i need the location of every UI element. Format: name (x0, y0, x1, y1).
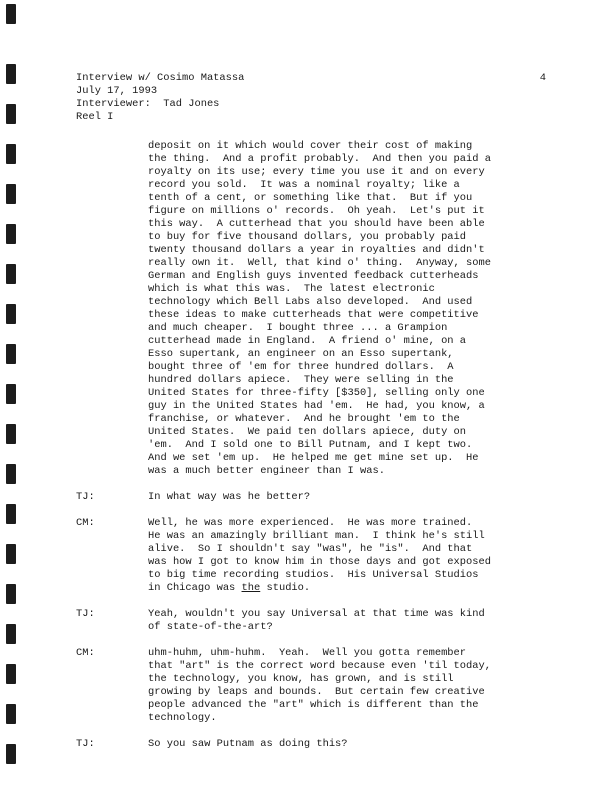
text-line: He was an amazingly brilliant man. I think he's still (148, 530, 485, 542)
binder-hole (6, 544, 16, 564)
binder-holes (0, 0, 22, 792)
binder-hole (6, 184, 16, 204)
header-interview-title: Interview w/ Cosimo Matassa (76, 72, 245, 84)
text-line: growing by leaps and bounds. But certain few creative (148, 686, 485, 698)
text-line: guy in the United States had 'em. He had, you know, a (148, 400, 485, 412)
text-line: record you sold. It was a nominal royalty; like a (148, 179, 460, 191)
text-line: and much cheaper. I bought three ... a Grampion (148, 322, 448, 334)
text-line: to big time recording studios. His Universal Studios (148, 569, 479, 581)
dialogue-text (148, 738, 566, 751)
text-line: cutterhead made in England. A friend o' mine, on a (148, 335, 467, 347)
text-line: was a much better engineer than I was. (148, 465, 385, 477)
text-line: royalty on its use; every time you use it and on every (148, 166, 485, 178)
speaker-label: CM: (76, 647, 95, 659)
text-line: franchise, or whatever. And he brought 'em to the (148, 413, 460, 425)
text-line: bought three of 'em for three hundred dollars. A (148, 361, 454, 373)
text-line: technology. (148, 712, 217, 724)
text-line: figure on millions o' records. Oh yeah. Let's put it (148, 205, 485, 217)
binder-hole (6, 624, 16, 644)
binder-hole (6, 464, 16, 484)
text-line: And we set 'em up. He helped me get mine set up. He (148, 452, 479, 464)
header-interviewer: Interviewer: Tad Jones (76, 98, 220, 110)
binder-hole (6, 664, 16, 684)
text-line: uhm-huhm, uhm-huhm. Yeah. Well you gotta remember (148, 647, 467, 659)
text-line: that "art" is the correct word because even 'til today, (148, 660, 491, 672)
binder-hole (6, 104, 16, 124)
text-line: United States for three-fifty [$350], selling only one (148, 387, 485, 399)
text-line: these ideas to make cutterheads that were competitive (148, 309, 479, 321)
binder-hole (6, 4, 16, 24)
text-line: was how I got to know him in those days and got exposed (148, 556, 491, 568)
transcript-header (76, 72, 546, 124)
speaker-label: TJ: (76, 738, 95, 750)
dialogue-text (148, 140, 566, 478)
text-line: Well, he was more experienced. He was more trained. (148, 517, 473, 529)
dialogue-text (148, 608, 566, 634)
binder-hole (6, 424, 16, 444)
text-line: really own it. Well, that kind o' thing. Anyway, some (148, 257, 491, 269)
text-line: people advanced the "art" which is different than the (148, 699, 479, 711)
transcript-body (76, 140, 566, 764)
dialogue-paragraph (76, 738, 566, 751)
binder-hole (6, 584, 16, 604)
binder-hole (6, 384, 16, 404)
speaker-label: CM: (76, 517, 95, 529)
text-line: 'em. And I sold one to Bill Putnam, and I kept two. (148, 439, 473, 451)
binder-hole (6, 224, 16, 244)
dialogue-text (148, 647, 566, 725)
binder-hole (6, 344, 16, 364)
text-line: which is what this was. The latest electronic (148, 283, 435, 295)
text-line: United States. We paid ten dollars apiece, duty on (148, 426, 467, 438)
text-line: twenty thousand dollars a year in royalties and didn't (148, 244, 485, 256)
binder-hole (6, 744, 16, 764)
text-line: Yeah, wouldn't you say Universal at that time was kind (148, 608, 485, 620)
text-line: to buy for five thousand dollars, you probably paid (148, 231, 467, 243)
page-number: 4 (539, 72, 546, 84)
text-line: tenth of a cent, or something like that. But if you (148, 192, 473, 204)
header-reel: Reel I (76, 111, 114, 123)
binder-hole (6, 264, 16, 284)
dialogue-paragraph (76, 517, 566, 595)
text-line: German and English guys invented feedback cutterheads (148, 270, 479, 282)
speaker-label: TJ: (76, 491, 95, 503)
text-line: hundred dollars apiece. They were selling in the (148, 374, 454, 386)
binder-hole (6, 144, 16, 164)
text-line: So you saw Putnam as doing this? (148, 738, 348, 750)
text-line: alive. So I shouldn't say "was", he "is". And that (148, 543, 473, 555)
text-line: technology which Bell Labs also developed. And used (148, 296, 473, 308)
dialogue-paragraph (76, 647, 566, 725)
speaker-label: TJ: (76, 608, 95, 620)
text-line: of state-of-the-art? (148, 621, 273, 633)
dialogue-text (148, 491, 566, 504)
text-line: Esso supertank, an engineer on an Esso supertank, (148, 348, 454, 360)
dialogue-paragraph (76, 140, 566, 478)
underlined-emphasis: the (241, 582, 261, 594)
dialogue-paragraph (76, 491, 566, 504)
dialogue-paragraph (76, 608, 566, 634)
text-line: the thing. And a profit probably. And then you paid a (148, 153, 491, 165)
text-line: In what way was he better? (148, 491, 311, 503)
binder-hole (6, 64, 16, 84)
text-line: deposit on it which would cover their cost of making (148, 140, 473, 152)
text-line: the technology, you know, has grown, and is still (148, 673, 454, 685)
header-date: July 17, 1993 (76, 85, 158, 97)
text-line: in Chicago was the studio. (148, 582, 311, 594)
binder-hole (6, 304, 16, 324)
binder-hole (6, 704, 16, 724)
text-line: this way. A cutterhead that you should have been able (148, 218, 485, 230)
dialogue-text (148, 517, 566, 595)
binder-hole (6, 504, 16, 524)
